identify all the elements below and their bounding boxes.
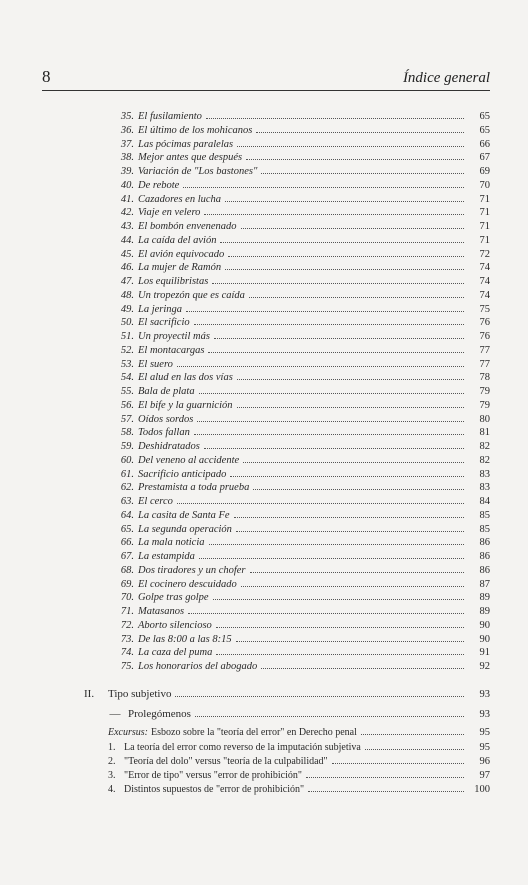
toc-entry[interactable] (108, 358, 490, 371)
dot-leader (204, 214, 464, 215)
subitem-title: La teoría del error como reverso de la imputación subjetiva (124, 742, 361, 753)
entry-page: 87 (479, 578, 490, 590)
entry-page: 72 (479, 248, 490, 260)
entry-page: 86 (479, 551, 490, 562)
section-entry[interactable] (108, 688, 490, 701)
toc-entry[interactable] (108, 371, 490, 384)
entry-number: 38. (120, 152, 134, 164)
toc-entry[interactable] (108, 550, 490, 563)
dot-leader (246, 159, 464, 160)
dot-leader (213, 599, 464, 600)
toc-entry[interactable] (108, 646, 490, 659)
entry-page: 76 (479, 317, 490, 329)
entry-title: Matasanos (138, 606, 185, 617)
dot-leader (199, 558, 464, 559)
toc-entry[interactable] (108, 165, 490, 178)
entry-title: El bife y la guarnición (138, 399, 233, 411)
toc-entry[interactable] (108, 633, 490, 646)
entry-page: 70 (479, 179, 490, 191)
dot-leader (237, 146, 464, 147)
entry-page: 82 (479, 441, 490, 452)
entry-number: 46. (120, 262, 134, 274)
subitem-page: 100 (474, 784, 490, 795)
entry-title: Las pócimas paralelas (138, 138, 234, 150)
entry-page: 85 (479, 523, 490, 535)
subitem-number: 2. (108, 756, 116, 767)
entry-number: 56. (120, 399, 134, 411)
dot-leader (225, 201, 464, 202)
dot-leader (204, 448, 464, 449)
entry-title: El alud en las dos vías (138, 372, 233, 384)
toc-entry[interactable] (108, 124, 490, 137)
dot-leader (250, 572, 464, 573)
entry-page: 82 (479, 454, 490, 466)
dot-leader (261, 668, 464, 669)
entry-title: Oídos sordos (138, 413, 194, 425)
entry-title: De las 8:00 a las 8:15 (138, 633, 232, 645)
entry-page: 91 (479, 647, 490, 659)
dot-leader (177, 503, 464, 504)
entry-title: Los honorarios del abogado (138, 661, 258, 672)
subitem-page: 95 (479, 742, 490, 753)
dot-leader (194, 434, 464, 435)
subitem-number: 3. (108, 770, 116, 781)
toc-entry[interactable] (108, 426, 490, 439)
excursus-label: Excursus: (108, 727, 148, 738)
toc-entry[interactable] (108, 536, 490, 549)
entry-page: 71 (479, 207, 490, 219)
dot-leader (308, 791, 464, 792)
entry-title: La segunda operación (138, 523, 232, 535)
dot-leader (195, 716, 464, 717)
subitem-page: 97 (479, 770, 490, 781)
entry-page: 80 (479, 413, 490, 425)
entry-number: 39. (120, 166, 134, 177)
entry-number: 41. (120, 193, 134, 205)
entry-number: 60. (120, 454, 134, 466)
dot-leader (365, 749, 464, 750)
entry-number: 70. (120, 592, 134, 604)
toc-entry[interactable] (108, 275, 490, 288)
entry-number: 45. (120, 248, 134, 260)
entry-number: 52. (120, 344, 134, 356)
entry-page: 74 (479, 262, 490, 274)
toc-entry[interactable] (108, 261, 490, 274)
toc-entry[interactable] (108, 660, 490, 673)
toc-entry[interactable] (108, 468, 490, 481)
entry-page: 69 (479, 166, 490, 177)
entry-title: El montacargas (138, 344, 205, 356)
page-number: 8 (42, 67, 51, 86)
entry-page: 77 (479, 344, 490, 356)
entry-title: Los equilibristas (138, 276, 209, 287)
entry-number: 49. (120, 303, 134, 315)
subitem-number: 1. (108, 742, 116, 753)
subitem-entry[interactable] (108, 741, 490, 754)
excursus-entry[interactable] (108, 726, 490, 739)
dot-leader (243, 462, 464, 463)
dot-leader (332, 763, 464, 764)
dot-leader (228, 256, 464, 257)
entry-title: El cocinero descuidado (138, 578, 237, 590)
entry-page: 79 (479, 386, 490, 397)
entry-number: 62. (120, 482, 134, 494)
entry-number: 50. (120, 317, 134, 329)
entry-page: 74 (479, 276, 490, 287)
entry-title: Del veneno al accidente (138, 454, 240, 466)
entry-number: 73. (120, 633, 134, 645)
toc-entry[interactable] (108, 413, 490, 426)
entry-page: 71 (479, 234, 490, 246)
toc-entry[interactable] (108, 330, 490, 343)
entry-title: La mala noticia (138, 537, 205, 549)
entry-number: 48. (120, 289, 134, 301)
entry-page: 84 (479, 496, 490, 507)
section-roman-numeral: II. (84, 688, 95, 700)
dot-leader (253, 489, 464, 490)
dot-leader (237, 379, 464, 380)
entry-number: 71. (120, 606, 134, 617)
entry-title: Variación de "Los bastones" (138, 166, 258, 177)
entry-title: Mejor antes que después (138, 152, 243, 164)
subitem-title: "Error de tipo" versus "error de prohibición" (124, 770, 302, 781)
dot-leader (236, 531, 464, 532)
entry-page: 83 (479, 468, 490, 480)
entry-title: La caza del puma (138, 647, 213, 659)
entry-title: El fusilamiento (138, 111, 202, 122)
dot-leader (212, 283, 464, 284)
entry-number: 35. (120, 111, 134, 122)
toc-entry[interactable] (108, 619, 490, 632)
entry-title: La jeringa (138, 303, 183, 315)
entry-number: 58. (120, 427, 134, 439)
entry-page: 89 (479, 606, 490, 617)
dot-leader (175, 696, 464, 697)
subitem-entry[interactable] (108, 783, 490, 796)
toc-entry[interactable] (108, 289, 490, 302)
entry-number: 37. (120, 138, 134, 150)
entry-number: 36. (120, 124, 134, 136)
entry-number: 55. (120, 386, 134, 397)
entry-number: 47. (120, 276, 134, 287)
entry-title: Aborto silencioso (138, 619, 212, 631)
entry-number: 74. (120, 647, 134, 659)
dot-leader (183, 187, 464, 188)
toc-entry[interactable] (108, 509, 490, 522)
dot-leader (209, 544, 464, 545)
subitem-title: Distintos supuestos de "error de prohibición" (124, 784, 305, 795)
entry-title: La caída del avión (138, 234, 217, 246)
toc-entry[interactable] (108, 440, 490, 453)
toc-entry[interactable] (108, 399, 490, 412)
toc-entry[interactable] (108, 591, 490, 604)
toc-entry[interactable] (108, 385, 490, 398)
excursus-page: 95 (479, 727, 490, 738)
entry-page: 76 (479, 331, 490, 342)
entry-page: 65 (479, 124, 490, 136)
entry-title: Bala de plata (138, 386, 195, 397)
dot-leader (186, 311, 464, 312)
entry-title: Un proyectil más (138, 331, 210, 342)
entry-number: 44. (120, 234, 134, 246)
toc-entry[interactable] (108, 495, 490, 508)
running-title: Índice general (402, 70, 490, 86)
dot-leader (249, 297, 464, 298)
dot-leader (216, 627, 464, 628)
entry-page: 89 (479, 592, 490, 604)
entry-page: 77 (479, 358, 490, 370)
entry-number: 67. (120, 551, 134, 562)
toc-entry[interactable] (108, 481, 490, 494)
entry-title: La mujer de Ramón (138, 262, 222, 274)
dot-leader (237, 407, 465, 408)
toc-entry[interactable] (108, 344, 490, 357)
entry-number: 66. (120, 537, 134, 549)
entry-number: 57. (120, 413, 134, 425)
toc-entry[interactable] (108, 220, 490, 233)
entry-title: Prestamista a toda prueba (138, 482, 250, 494)
toc-entry[interactable] (108, 564, 490, 577)
toc-entry[interactable] (108, 248, 490, 261)
entry-title: Un tropezón que es caída (138, 289, 245, 301)
dot-leader (261, 173, 464, 174)
entry-title: Viaje en velero (138, 207, 201, 219)
dot-leader (256, 132, 464, 133)
section-title: Tipo subjetivo (108, 688, 172, 700)
dot-leader (241, 586, 464, 587)
entry-title: De rebote (138, 179, 180, 191)
entry-title: Deshidratados (138, 441, 200, 452)
entry-number: 75. (120, 661, 134, 672)
dot-leader (208, 352, 464, 353)
dot-leader (214, 338, 464, 339)
dot-leader (194, 324, 464, 325)
toc-entry[interactable] (108, 179, 490, 192)
prolegomenos-entry[interactable] (108, 708, 490, 721)
entry-title: El avión equivocado (138, 248, 225, 260)
toc-entry[interactable] (108, 605, 490, 618)
dot-leader (225, 269, 464, 270)
dash: — (109, 708, 121, 720)
entry-title: El sacrificio (138, 317, 190, 329)
entry-number: 40. (120, 179, 134, 191)
entry-page: 90 (479, 633, 490, 645)
excursus-title: Esbozo sobre la "teoría del error" en Derecho penal (151, 727, 357, 738)
dot-leader (216, 654, 464, 655)
entry-page: 81 (479, 427, 490, 439)
dot-leader (236, 641, 464, 642)
entry-page: 86 (479, 537, 490, 549)
dot-leader (306, 777, 464, 778)
entry-number: 72. (120, 619, 134, 631)
entry-title: Todos fallan (138, 427, 190, 439)
entry-number: 42. (120, 207, 134, 219)
section-page: 93 (479, 689, 490, 700)
entry-number: 64. (120, 509, 134, 521)
entry-title: Golpe tras golpe (138, 592, 209, 604)
entry-title: Sacrificio anticipado (138, 468, 227, 480)
dot-leader (234, 517, 464, 518)
entry-number: 53. (120, 358, 134, 370)
toc-entry[interactable] (108, 316, 490, 329)
entry-page: 85 (479, 509, 490, 521)
entry-number: 68. (120, 564, 134, 576)
entry-title: Dos tiradores y un chofer (138, 564, 246, 576)
entry-title: El bombón envenenado (138, 221, 237, 232)
toc-entry[interactable] (108, 234, 490, 247)
subitem-number: 4. (108, 784, 116, 795)
entry-number: 59. (120, 441, 134, 452)
entry-title: El cerco (138, 496, 173, 507)
page-header (42, 64, 490, 91)
toc-entry[interactable] (108, 138, 490, 151)
subitem-entry[interactable] (108, 755, 490, 768)
entry-number: 63. (120, 496, 134, 507)
subitem-entry[interactable] (108, 769, 490, 782)
dot-leader (177, 366, 464, 367)
toc-entry[interactable] (108, 303, 490, 316)
entry-title: El último de los mohicanos (138, 124, 253, 136)
entry-page: 71 (479, 193, 490, 205)
entry-page: 78 (479, 372, 490, 384)
entry-page: 79 (479, 399, 490, 411)
toc-entry[interactable] (108, 523, 490, 536)
prolegomenos-page: 93 (479, 709, 490, 720)
toc-entry[interactable] (108, 193, 490, 206)
entry-title: La casita de Santa Fe (138, 509, 230, 521)
dot-leader (197, 421, 464, 422)
dot-leader (199, 393, 464, 394)
toc-entry[interactable] (108, 151, 490, 164)
toc-entry[interactable] (108, 454, 490, 467)
entry-number: 65. (120, 523, 134, 535)
dot-leader (188, 613, 464, 614)
dot-leader (220, 242, 464, 243)
entry-page: 92 (479, 661, 490, 672)
entry-page: 90 (479, 619, 490, 631)
prolegomenos-title: Prolegómenos (128, 708, 191, 720)
entry-title: La estampida (138, 551, 195, 562)
dot-leader (241, 228, 464, 229)
entry-page: 66 (479, 138, 490, 150)
toc-entry[interactable] (108, 110, 490, 123)
subitem-title: "Teoría del dolo" versus "teoría de la culpabilidad" (124, 756, 328, 767)
toc-entry[interactable] (108, 206, 490, 219)
dot-leader (206, 118, 464, 119)
entry-number: 43. (120, 221, 134, 232)
entry-number: 69. (120, 578, 134, 590)
entry-page: 86 (479, 564, 490, 576)
entry-page: 75 (479, 303, 490, 315)
entry-title: Cazadores en lucha (138, 193, 222, 205)
entry-number: 51. (120, 331, 134, 342)
dot-leader (230, 476, 464, 477)
dot-leader (361, 734, 464, 735)
entry-page: 67 (479, 152, 490, 164)
entry-page: 83 (479, 482, 490, 494)
toc-entry[interactable] (108, 578, 490, 591)
entry-number: 54. (120, 372, 134, 384)
entry-title: El suero (138, 358, 173, 370)
entry-page: 65 (479, 111, 490, 122)
entry-page: 71 (479, 221, 490, 232)
entry-page: 74 (479, 289, 490, 301)
entry-number: 61. (120, 468, 134, 480)
subitem-page: 96 (479, 756, 490, 767)
